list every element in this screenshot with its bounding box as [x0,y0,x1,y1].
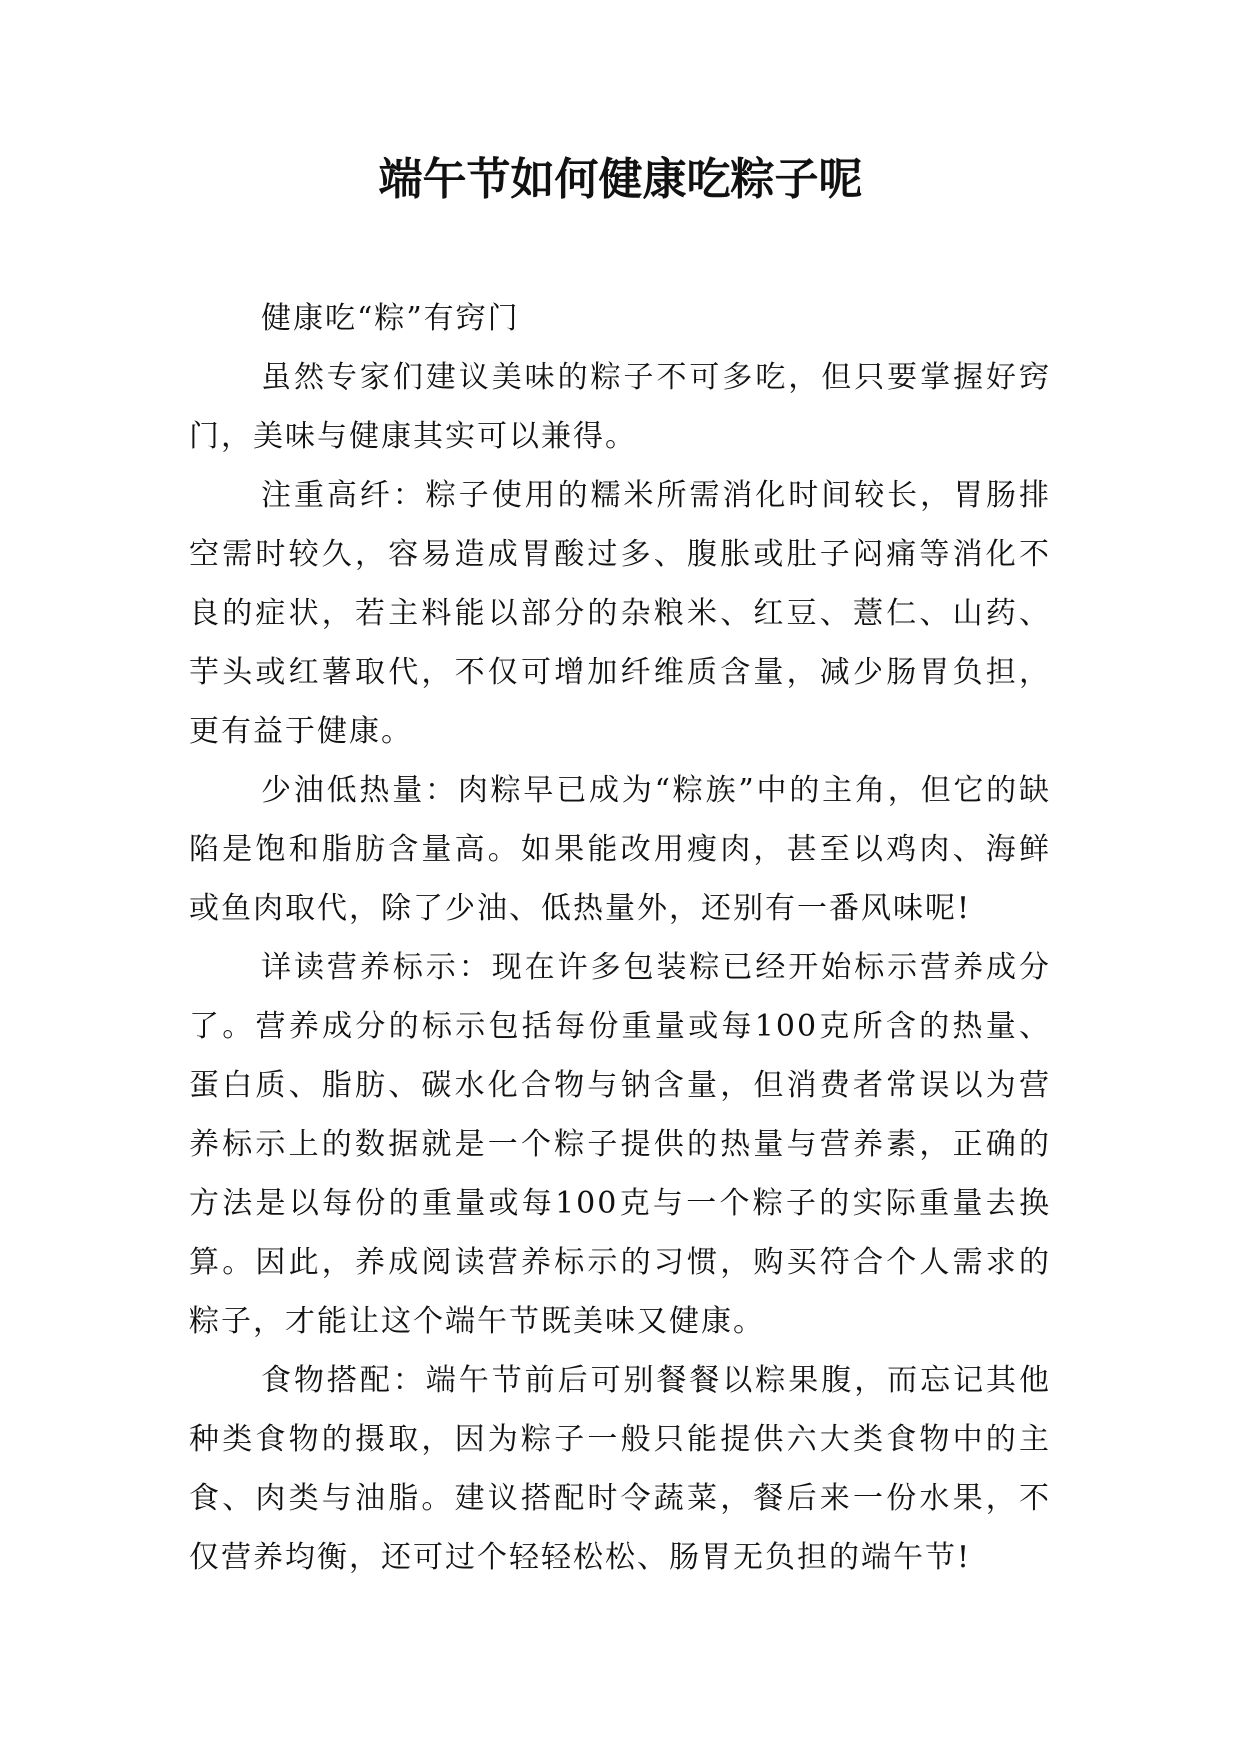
paragraph-nutrition-label: 详读营养标示：现在许多包装粽已经开始标示营养成分了。营养成分的标示包括每份重量或每100克所含的热量、蛋白质、脂肪、碳水化合物与钠含量，但消费者常误以为营养标示上的数据就是一个粽子提供的热量与营养素，正确的方法是以每份的重量或每100克与一个粽子的实际重量去换算。因此，养成阅读营养标示的习惯，购买符合个人需求的粽子，才能让这个端午节既美味又健康。 [189,950,1051,1339]
paragraph-high-fiber: 注重高纤：粽子使用的糯米所需消化时间较长，胃肠排空需时较久，容易造成胃酸过多、腹胀或肚子闷痛等消化不良的症状，若主料能以部分的杂粮米、红豆、薏仁、山药、芋头或红薯取代，不仅可增加纤维质含量，减少肠胃负担，更有益于健康。 [189,478,1051,749]
document-title: 端午节如何健康吃粽子呢 [378,154,863,205]
paragraph-subtitle: 健康吃“粽”有窍门 [261,301,520,336]
document-body [189,289,1051,1587]
paragraph-intro: 虽然专家们建议美味的粽子不可多吃，但只要掌握好窍门，美味与健康其实可以兼得。 [189,360,1051,454]
paragraph-low-oil: 少油低热量：肉粽早已成为“粽族”中的主角，但它的缺陷是饱和脂肪含量高。如果能改用瘦肉，甚至以鸡肉、海鲜或鱼肉取代，除了少油、低热量外，还别有一番风味呢! [189,773,1051,926]
paragraph-food-pairing: 食物搭配：端午节前后可别餐餐以粽果腹，而忘记其他种类食物的摄取，因为粽子一般只能提供六大类食物中的主食、肉类与油脂。建议搭配时令蔬菜，餐后来一份水果，不仅营养均衡，还可过个轻轻松松、肠胃无负担的端午节! [189,1363,1051,1575]
